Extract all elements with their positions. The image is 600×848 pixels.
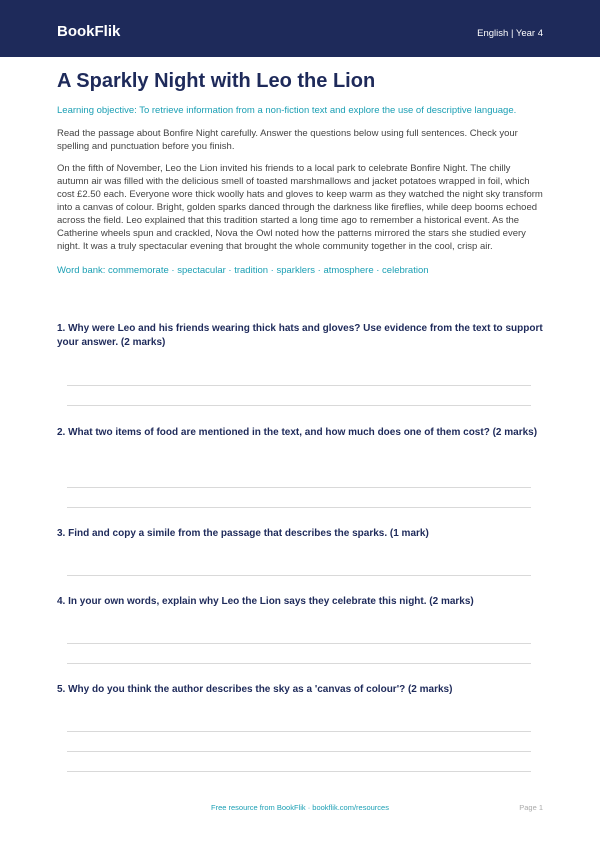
instructions: Read the passage about Bonfire Night carefully. Answer the questions below using full sentences. Check your spelling and punctuation before you finish. (57, 128, 518, 152)
worksheet-intro (57, 68, 543, 277)
page-number: Page 1 (519, 803, 543, 812)
question-3: 3. Find and copy a simile from the passage that describes the sparks. (1 mark) (57, 528, 429, 539)
question-1: 1. Why were Leo and his friends wearing thick hats and gloves? Use evidence from the text to support your answer. (2 marks) (57, 323, 543, 348)
footer-resource-link[interactable]: Free resource from BookFlik · bookflik.com/resources (211, 803, 389, 812)
answer-line[interactable] (67, 643, 531, 644)
subject-year-label: English | Year 4 (477, 28, 543, 39)
answer-line[interactable] (67, 507, 531, 508)
answer-line[interactable] (67, 731, 531, 732)
answer-line[interactable] (67, 385, 531, 386)
answer-line[interactable] (67, 751, 531, 752)
answer-line[interactable] (67, 405, 531, 406)
header-bar (0, 0, 600, 57)
brand-logo: BookFlik (57, 23, 121, 40)
learning-objective: Learning objective: To retrieve information from a non-fiction text and explore the use of descriptive language. (57, 105, 517, 116)
question-2: 2. What two items of food are mentioned in the text, and how much does one of them cost? (2 marks) (57, 427, 538, 438)
word-bank: Word bank: commemorate · spectacular · tradition · sparklers · atmosphere · celebration (57, 265, 429, 276)
answer-line[interactable] (67, 575, 531, 576)
question-4: 4. In your own words, explain why Leo the Lion says they celebrate this night. (2 marks) (57, 596, 474, 607)
reading-passage: On the fifth of November, Leo the Lion invited his friends to a local park to celebrate Bonfire Night. The chilly autumn air was filled with the delicious smell of toasted marshmallows and jacket potatoes wrapped in foil, which cost £2.50 each. Everyone wore thick woolly hats and gloves to keep warm as they watched the night sky transform into a canvas of colour. Bright, golden sparks danced through the darkness like fireflies, while deep booms echoed across the field. Leo explained that this tradition started a long time ago to remember a historical event. As the Catherine wheels spun and crackled, Nova the Owl noted how the patterns mirrored the stars she studied every night. It was a truly spectacular evening that brought the whole community together in the cool, crisp air. (57, 163, 543, 252)
answer-line[interactable] (67, 663, 531, 664)
question-5: 5. Why do you think the author describes the sky as a 'canvas of colour'? (2 marks) (57, 684, 453, 695)
worksheet-title: A Sparkly Night with Leo the Lion (57, 70, 376, 92)
answer-line[interactable] (67, 771, 531, 772)
answer-line[interactable] (67, 487, 531, 488)
